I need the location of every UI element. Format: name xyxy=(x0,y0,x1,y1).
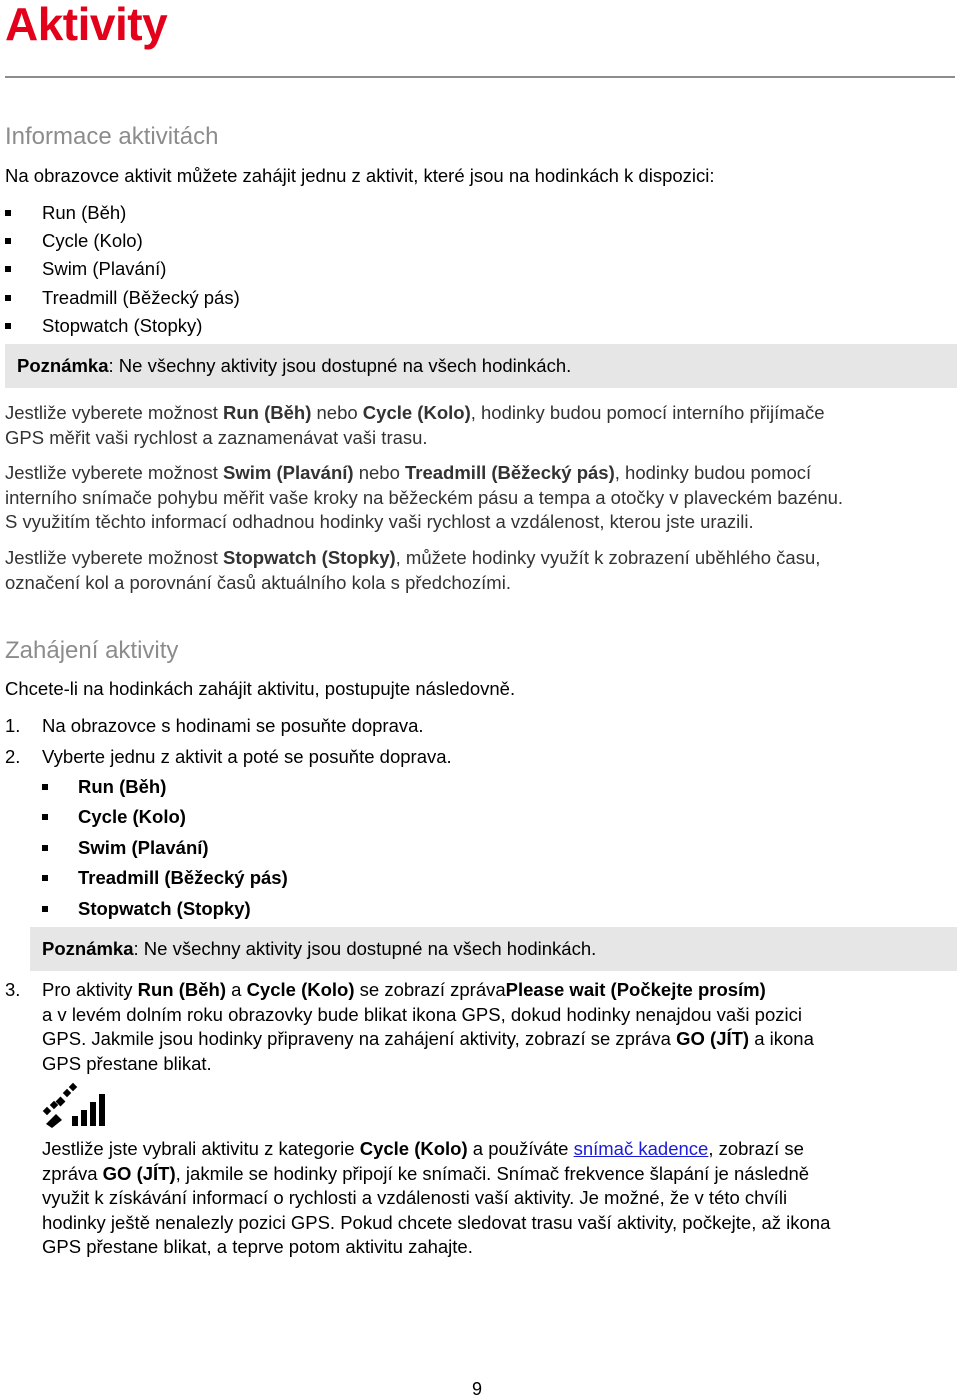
bullet-icon xyxy=(5,266,11,272)
list-item: Stopwatch (Stopky) xyxy=(5,314,202,338)
note-box xyxy=(5,344,957,388)
list-item: Treadmill (Běžecký pás) xyxy=(5,286,240,310)
bullet-icon xyxy=(5,323,11,329)
list-item: Cycle (Kolo) xyxy=(42,805,186,829)
section2-intro: Chcete-li na hodinkách zahájit aktivitu, postupujte následovně. xyxy=(5,678,516,699)
list-item: Stopwatch (Stopky) xyxy=(42,897,251,921)
cadence-sensor-link[interactable]: snímač kadence xyxy=(573,1138,709,1159)
section1-intro: Na obrazovce aktivit můžete zahájit jednu z aktivit, které jsou na hodinkách k dispozici: xyxy=(5,165,715,186)
paragraph-stopwatch: Jestliže vyberete možnost Stopwatch (Stopky), můžete hodinky využít k zobrazení uběhlého času, označení kol a porovnání časů aktuálního kola s předchozími. xyxy=(5,547,821,593)
bullet-icon xyxy=(42,784,48,790)
note-box-2 xyxy=(30,927,957,971)
step-2: 2. Vyberte jednu z aktivit a poté se posuňte doprava. xyxy=(5,746,452,767)
step-3: 3. Pro aktivity Run (Běh) a Cycle (Kolo) se zobrazí zprávaPlease wait (Počkejte prosím) a v levém dolním roku obrazovky bude blikat ikona GPS, dokud hodinky nenajdou vaši pozici GPS. Jakmile jsou hodinky připraveny na zahájení aktivity, zobrazí se zpráva GO (JÍT) a ikona GPS přestane blikat. xyxy=(5,979,814,1074)
bullet-icon xyxy=(5,210,11,216)
paragraph-run-cycle: Jestliže vyberete možnost Run (Běh) nebo Cycle (Kolo), hodinky budou pomocí interního přijímače GPS měřit vaši rychlost a zaznamenávat vaši trasu. xyxy=(5,402,825,448)
list-item: Run (Běh) xyxy=(42,775,166,799)
list-item: Treadmill (Běžecký pás) xyxy=(42,866,288,890)
bullet-icon xyxy=(5,295,11,301)
note-text: : Ne všechny aktivity jsou dostupné na všech hodinkách. xyxy=(108,355,572,376)
step-1: 1. Na obrazovce s hodinami se posuňte doprava. xyxy=(5,715,424,736)
note-label: Poznámka xyxy=(42,938,134,959)
section-heading-start: Zahájení aktivity xyxy=(5,637,179,664)
gps-signal-icon xyxy=(42,1082,106,1128)
section-heading-info: Informace aktivitách xyxy=(5,123,219,150)
title-divider xyxy=(5,76,955,78)
list-item: Swim (Plavání) xyxy=(42,836,209,860)
bullet-icon xyxy=(5,238,11,244)
note-label: Poznámka xyxy=(17,355,109,376)
note-text: : Ne všechny aktivity jsou dostupné na všech hodinkách. xyxy=(133,938,597,959)
bullet-icon xyxy=(42,875,48,881)
list-item: Swim (Plavání) xyxy=(5,257,166,281)
paragraph-cadence: Jestliže jste vybrali aktivitu z kategorie Cycle (Kolo) a používáte snímač kadence, zobrazí se zpráva GO (JÍT), jakmile se hodinky připojí ke snímači. Snímač frekvence šlapání je následně využit k získávání informací o rychlosti a vzdálenosti vaší aktivity. Je možné, že v této chvíli hodinky ještě nenalezly pozici GPS. Pokud chcete sledovat trasu vaší aktivity, počkejte, až ikona GPS přestane blikat, a teprve potom aktivitu zahajte. xyxy=(42,1138,831,1257)
bullet-icon xyxy=(42,906,48,912)
page-title: Aktivity xyxy=(5,0,168,50)
paragraph-swim-treadmill: Jestliže vyberete možnost Swim (Plavání) nebo Treadmill (Běžecký pás), hodinky budou pomocí interního snímače pohybu měřit vaše kroky na běžeckém pásu a tempa a otočky v plaveckém bazénu. S využitím těchto informací odhadnou hodinky vaši rychlost a vzdálenost, kterou jste urazili. xyxy=(5,462,844,532)
bullet-icon xyxy=(42,814,48,820)
bullet-icon xyxy=(42,845,48,851)
list-item: Cycle (Kolo) xyxy=(5,229,143,253)
page-number: 9 xyxy=(472,1379,483,1399)
list-item: Run (Běh) xyxy=(5,201,126,225)
